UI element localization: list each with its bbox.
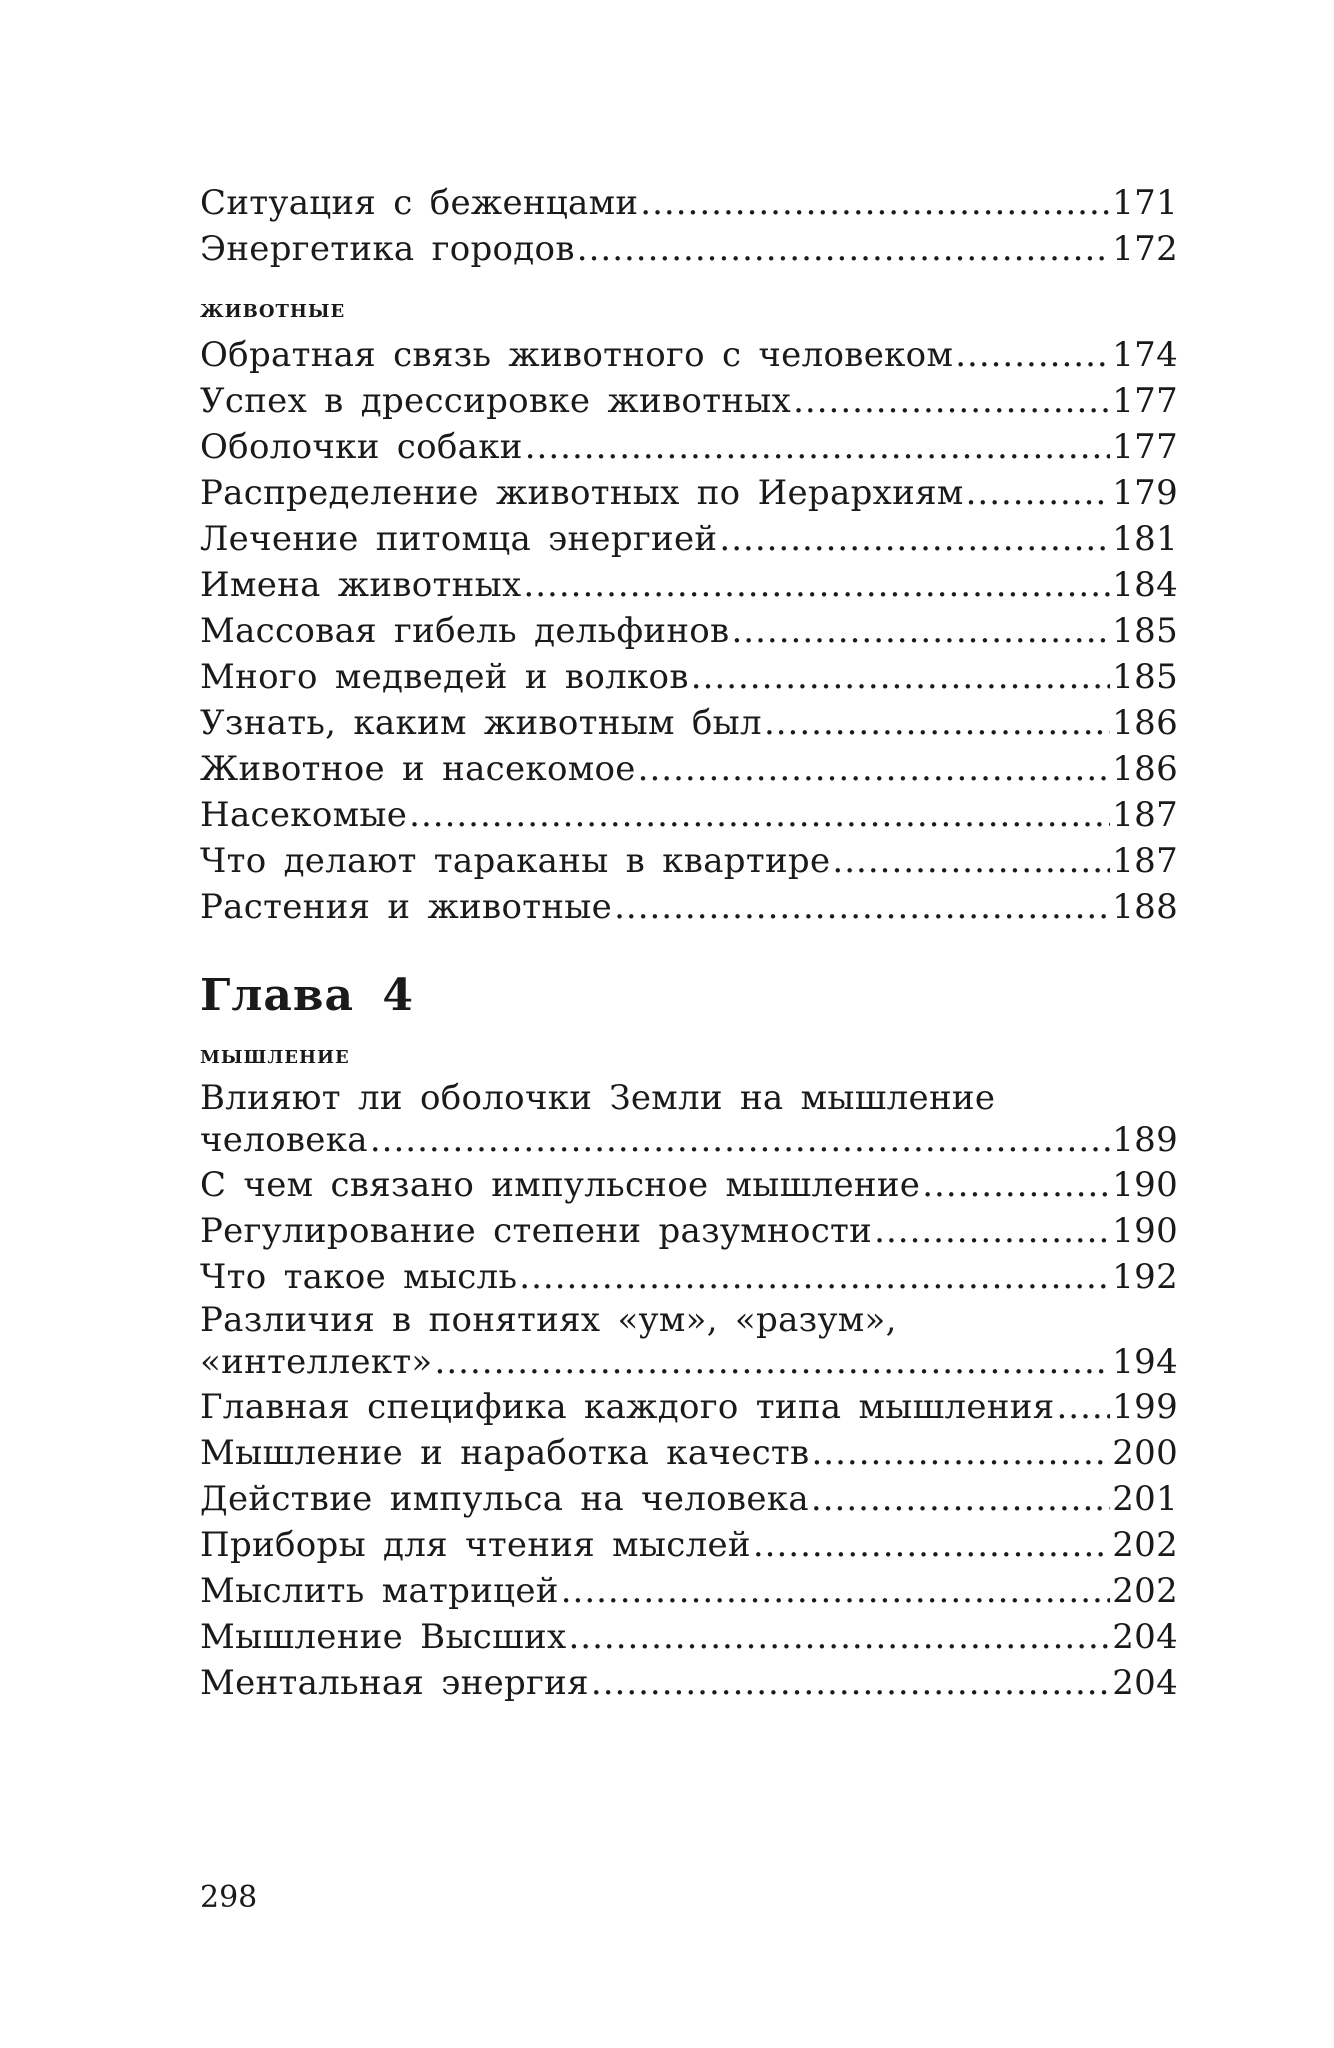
toc-entry bbox=[200, 746, 1178, 792]
toc-leader-dots bbox=[732, 608, 1111, 654]
toc-leader-dots bbox=[569, 1614, 1111, 1660]
toc-entry-page: 200 bbox=[1112, 1433, 1178, 1473]
toc-leader-dots bbox=[922, 1162, 1110, 1208]
toc-entry-page: 186 bbox=[1112, 749, 1178, 789]
toc-entry bbox=[200, 1568, 1178, 1614]
toc-entry bbox=[200, 700, 1178, 746]
toc-leader-dots bbox=[1056, 1384, 1110, 1430]
toc-leader-dots bbox=[811, 1476, 1110, 1522]
toc-entry-title: Лечение питомца энергией bbox=[200, 519, 718, 559]
toc-entry bbox=[200, 378, 1178, 424]
section-heading-animals: животные bbox=[200, 294, 346, 324]
toc-entry-page: 199 bbox=[1112, 1387, 1178, 1427]
toc-entry bbox=[200, 1340, 1178, 1384]
toc-entry bbox=[200, 226, 1178, 272]
toc-entry bbox=[200, 1254, 1178, 1300]
toc-leader-dots bbox=[614, 884, 1110, 930]
table-of-contents bbox=[200, 180, 1178, 1706]
toc-entry-title-line2: человека bbox=[200, 1120, 368, 1160]
toc-entry bbox=[200, 1162, 1178, 1208]
toc-leader-dots bbox=[577, 226, 1110, 272]
toc-entry bbox=[200, 470, 1178, 516]
toc-entry-title: Насекомые bbox=[200, 795, 408, 835]
toc-entry-title: Узнать, каким животным был bbox=[200, 703, 762, 743]
toc-leader-dots bbox=[435, 1340, 1111, 1384]
toc-entry-multiline bbox=[200, 1078, 1178, 1162]
toc-entry-page: 204 bbox=[1112, 1663, 1178, 1703]
toc-entry-page: 201 bbox=[1112, 1479, 1178, 1519]
toc-leader-dots bbox=[523, 562, 1110, 608]
toc-entry-title: Ментальная энергия bbox=[200, 1663, 589, 1703]
toc-entry-title-line1: Влияют ли оболочки Земли на мышление bbox=[200, 1078, 996, 1118]
toc-entry bbox=[200, 1430, 1178, 1476]
toc-entry-title: Животное и насекомое bbox=[200, 749, 636, 789]
toc-leader-dots bbox=[753, 1522, 1110, 1568]
toc-entry-title: Приборы для чтения мыслей bbox=[200, 1525, 751, 1565]
toc-leader-dots bbox=[764, 700, 1110, 746]
toc-leader-dots bbox=[519, 1254, 1110, 1300]
toc-entry bbox=[200, 608, 1178, 654]
toc-leader-dots bbox=[525, 424, 1110, 470]
toc-entry-page: 174 bbox=[1112, 335, 1178, 375]
toc-entry-page: 181 bbox=[1112, 519, 1178, 559]
toc-entry-title-line1: Различия в понятиях «ум», «разум», bbox=[200, 1300, 897, 1340]
section-heading-thinking: мышление bbox=[200, 1040, 350, 1070]
toc-entry-page: 189 bbox=[1112, 1120, 1178, 1160]
toc-leader-dots bbox=[691, 654, 1110, 700]
toc-entry-page: 184 bbox=[1112, 565, 1178, 605]
toc-entry-title-line2: «интеллект» bbox=[200, 1342, 433, 1382]
toc-leader-dots bbox=[955, 332, 1110, 378]
toc-entry-title: Мышление и наработка качеств bbox=[200, 1433, 810, 1473]
toc-entry-title: Регулирование степени разумности bbox=[200, 1211, 873, 1251]
toc-leader-dots bbox=[832, 838, 1110, 884]
toc-entry-page: 190 bbox=[1112, 1165, 1178, 1205]
toc-leader-dots bbox=[874, 1208, 1110, 1254]
toc-entry bbox=[200, 654, 1178, 700]
toc-entry-title: Энергетика городов bbox=[200, 229, 575, 269]
toc-entry bbox=[200, 180, 1178, 226]
toc-entry bbox=[200, 424, 1178, 470]
toc-leader-dots bbox=[561, 1568, 1111, 1614]
toc-entry bbox=[200, 1614, 1178, 1660]
toc-entry-title: Много медведей и волков bbox=[200, 657, 689, 697]
toc-entry-title: Распределение животных по Иерархиям bbox=[200, 473, 964, 513]
toc-leader-dots bbox=[640, 180, 1110, 226]
toc-entry bbox=[200, 562, 1178, 608]
toc-entry-title: Массовая гибель дельфинов bbox=[200, 611, 730, 651]
toc-entry-page: 187 bbox=[1112, 841, 1178, 881]
toc-entry-page: 202 bbox=[1112, 1525, 1178, 1565]
toc-leader-dots bbox=[719, 516, 1110, 562]
toc-entry bbox=[200, 1476, 1178, 1522]
toc-entry-title: Оболочки собаки bbox=[200, 427, 523, 467]
toc-entry bbox=[200, 1384, 1178, 1430]
toc-entry-page: 186 bbox=[1112, 703, 1178, 743]
toc-entry bbox=[200, 838, 1178, 884]
toc-entry bbox=[200, 1118, 1178, 1162]
toc-entry-title: Главная специфика каждого типа мышления bbox=[200, 1387, 1055, 1427]
toc-entry-page: 202 bbox=[1112, 1571, 1178, 1611]
toc-entry-page: 194 bbox=[1112, 1342, 1178, 1382]
toc-entry-title: Ситуация с беженцами bbox=[200, 183, 639, 223]
toc-entry-title: С чем связано импульсное мышление bbox=[200, 1165, 921, 1205]
toc-entry-page: 177 bbox=[1112, 427, 1178, 467]
toc-entry-title: Имена животных bbox=[200, 565, 522, 605]
toc-entry bbox=[200, 792, 1178, 838]
toc-leader-dots bbox=[793, 378, 1110, 424]
toc-entry-page: 172 bbox=[1112, 229, 1178, 269]
toc-entry-page: 179 bbox=[1112, 473, 1178, 513]
toc-entry bbox=[200, 332, 1178, 378]
toc-entry-page: 185 bbox=[1112, 657, 1178, 697]
toc-entry bbox=[200, 1660, 1178, 1706]
toc-leader-dots bbox=[591, 1660, 1110, 1706]
toc-entry-title: Действие импульса на человека bbox=[200, 1479, 809, 1519]
toc-leader-dots bbox=[966, 470, 1111, 516]
toc-entry-page: 188 bbox=[1112, 887, 1178, 927]
toc-entry-title: Растения и животные bbox=[200, 887, 613, 927]
toc-entry-title: Мыслить матрицей bbox=[200, 1571, 559, 1611]
toc-entry-page: 171 bbox=[1112, 183, 1178, 223]
toc-entry-title: Успех в дрессировке животных bbox=[200, 381, 792, 421]
toc-entry-page: 190 bbox=[1112, 1211, 1178, 1251]
toc-entry bbox=[200, 1208, 1178, 1254]
toc-entry-title: Что делают тараканы в квартире bbox=[200, 841, 831, 881]
toc-leader-dots bbox=[638, 746, 1111, 792]
toc-entry-title: Мышление Высших bbox=[200, 1617, 567, 1657]
toc-entry bbox=[200, 1522, 1178, 1568]
toc-entry bbox=[200, 516, 1178, 562]
toc-entry-page: 192 bbox=[1112, 1257, 1178, 1297]
toc-entry-page: 177 bbox=[1112, 381, 1178, 421]
page-number: 298 bbox=[200, 1880, 258, 1915]
toc-entry-page: 185 bbox=[1112, 611, 1178, 651]
toc-entry-page: 187 bbox=[1112, 795, 1178, 835]
toc-entry-title: Что такое мысль bbox=[200, 1257, 518, 1297]
toc-leader-dots bbox=[409, 792, 1110, 838]
toc-leader-dots bbox=[370, 1118, 1110, 1162]
toc-entry-title: Обратная связь животного с человеком bbox=[200, 335, 954, 375]
chapter-heading: Глава 4 bbox=[200, 970, 414, 1021]
toc-entry-page: 204 bbox=[1112, 1617, 1178, 1657]
toc-entry-multiline bbox=[200, 1300, 1178, 1384]
toc-entry bbox=[200, 884, 1178, 930]
toc-leader-dots bbox=[811, 1430, 1110, 1476]
